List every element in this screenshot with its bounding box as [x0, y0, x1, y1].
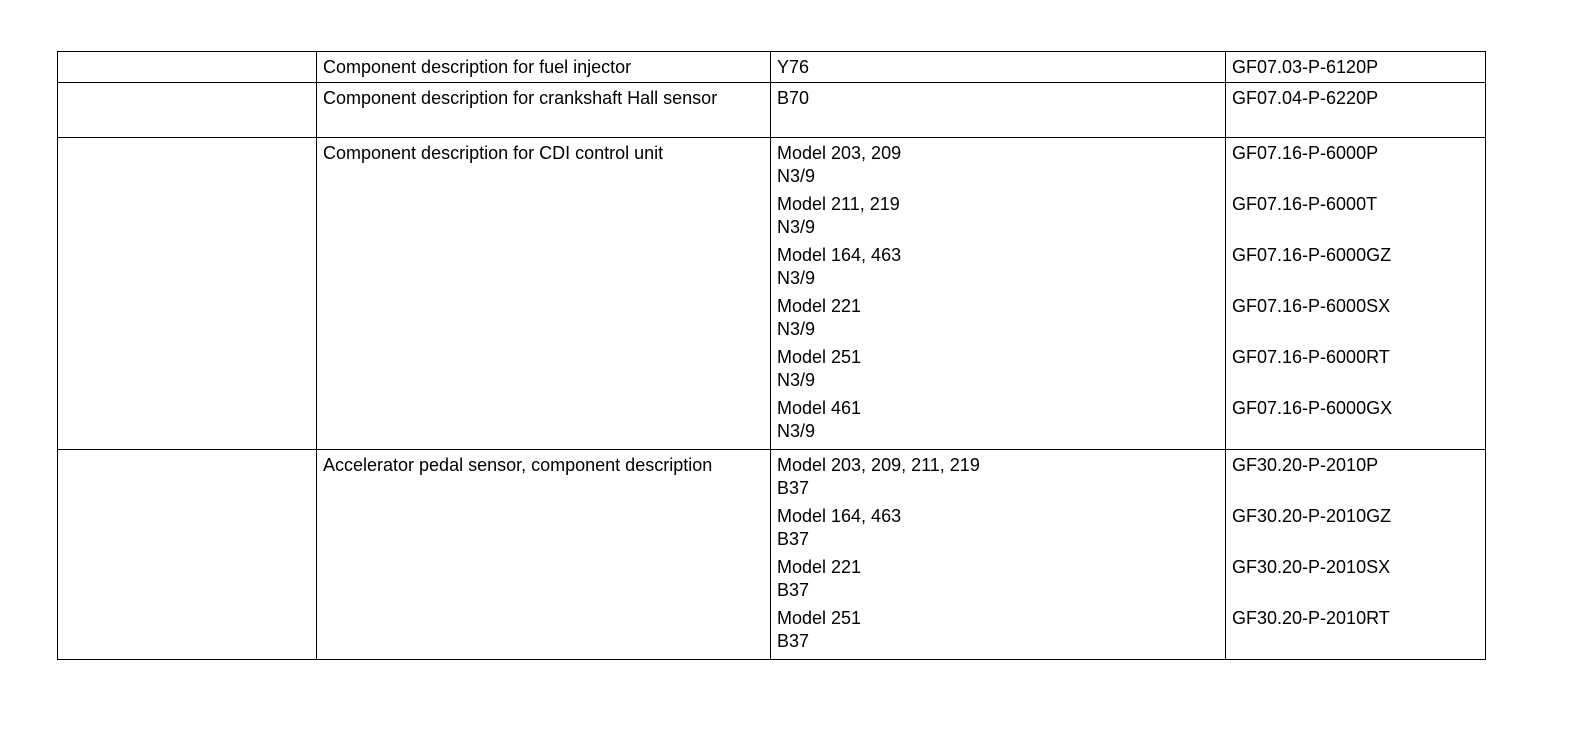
document-reference: GF30.20-P-2010SX	[1232, 557, 1391, 577]
component-code: N3/9	[777, 319, 816, 339]
model-entry	[771, 342, 1225, 393]
model-list-cell	[771, 450, 1226, 660]
model-label: Model 203, 209	[777, 143, 902, 163]
blank-cell	[58, 83, 317, 138]
component-cell	[317, 450, 771, 660]
model-label: Model 164, 463	[777, 506, 902, 526]
document-entry	[1226, 291, 1485, 342]
model-entry	[771, 603, 1225, 659]
component-cell	[317, 52, 771, 83]
model-list-cell	[771, 138, 1226, 450]
blank-cell	[58, 52, 317, 83]
model-entry	[771, 189, 1225, 240]
model-label: Model 211, 219	[777, 194, 900, 214]
document-list-cell	[1226, 450, 1486, 660]
document-entry	[1226, 393, 1485, 449]
document-reference: GF07.16-P-6000P	[1232, 143, 1379, 163]
model-label: Model 221	[777, 557, 862, 577]
document-cell	[1226, 52, 1486, 83]
component-description: Component description for CDI control unit	[323, 143, 664, 163]
component-code: N3/9	[777, 217, 816, 237]
model-entry	[771, 552, 1225, 603]
document-reference: GF30.20-P-2010RT	[1232, 608, 1390, 628]
document-reference: GF07.16-P-6000GX	[1232, 398, 1393, 418]
blank-cell	[58, 138, 317, 450]
model-label: Model 461	[777, 398, 862, 418]
blank-cell	[58, 450, 317, 660]
component-code: B37	[777, 580, 810, 600]
document-entry	[1226, 552, 1485, 603]
document-reference: GF07.16-P-6000RT	[1232, 347, 1390, 367]
model-entry	[771, 501, 1225, 552]
document-reference: GF30.20-P-2010GZ	[1232, 506, 1392, 526]
model-label: Model 164, 463	[777, 245, 902, 265]
document-reference: GF07.16-P-6000SX	[1232, 296, 1391, 316]
document-reference: GF07.16-P-6000GZ	[1232, 245, 1392, 265]
document-entry	[1226, 189, 1485, 240]
component-cell	[317, 83, 771, 138]
document-entry	[1226, 138, 1485, 189]
model-entry	[771, 138, 1225, 189]
document-entry	[1226, 603, 1485, 659]
model-entry	[771, 240, 1225, 291]
document-entry	[1226, 240, 1485, 291]
model-label: Model 251	[777, 608, 862, 628]
designation-cell	[771, 83, 1226, 138]
component-code: N3/9	[777, 370, 816, 390]
table-row	[58, 450, 1486, 660]
component-description: Component description for fuel injector	[323, 57, 632, 77]
designation: B70	[777, 88, 810, 108]
designation: Y76	[777, 57, 810, 77]
table-row	[58, 83, 1486, 138]
model-label: Model 251	[777, 347, 862, 367]
document-list-cell	[1226, 138, 1486, 450]
model-label: Model 221	[777, 296, 862, 316]
component-description: Component description for crankshaft Hall sensor	[323, 88, 718, 108]
component-code: N3/9	[777, 166, 816, 186]
document-reference: GF07.03-P-6120P	[1232, 57, 1379, 77]
document-entry	[1226, 501, 1485, 552]
component-code: B37	[777, 478, 810, 498]
model-entry	[771, 450, 1225, 501]
document-reference: GF30.20-P-2010P	[1232, 455, 1379, 475]
table-row	[58, 52, 1486, 83]
model-label: Model 203, 209, 211, 219	[777, 455, 980, 475]
document-entry	[1226, 450, 1485, 501]
designation-cell	[771, 52, 1226, 83]
component-code: B37	[777, 529, 810, 549]
document-reference: GF07.04-P-6220P	[1232, 88, 1379, 108]
component-reference-table	[57, 51, 1486, 660]
table-row	[58, 138, 1486, 450]
model-entry	[771, 393, 1225, 449]
document-cell	[1226, 83, 1486, 138]
component-cell	[317, 138, 771, 450]
document-entry	[1226, 342, 1485, 393]
model-entry	[771, 291, 1225, 342]
component-code: N3/9	[777, 421, 816, 441]
component-description: Accelerator pedal sensor, component description	[323, 455, 713, 475]
document-reference: GF07.16-P-6000T	[1232, 194, 1378, 214]
component-code: B37	[777, 631, 810, 651]
component-code: N3/9	[777, 268, 816, 288]
